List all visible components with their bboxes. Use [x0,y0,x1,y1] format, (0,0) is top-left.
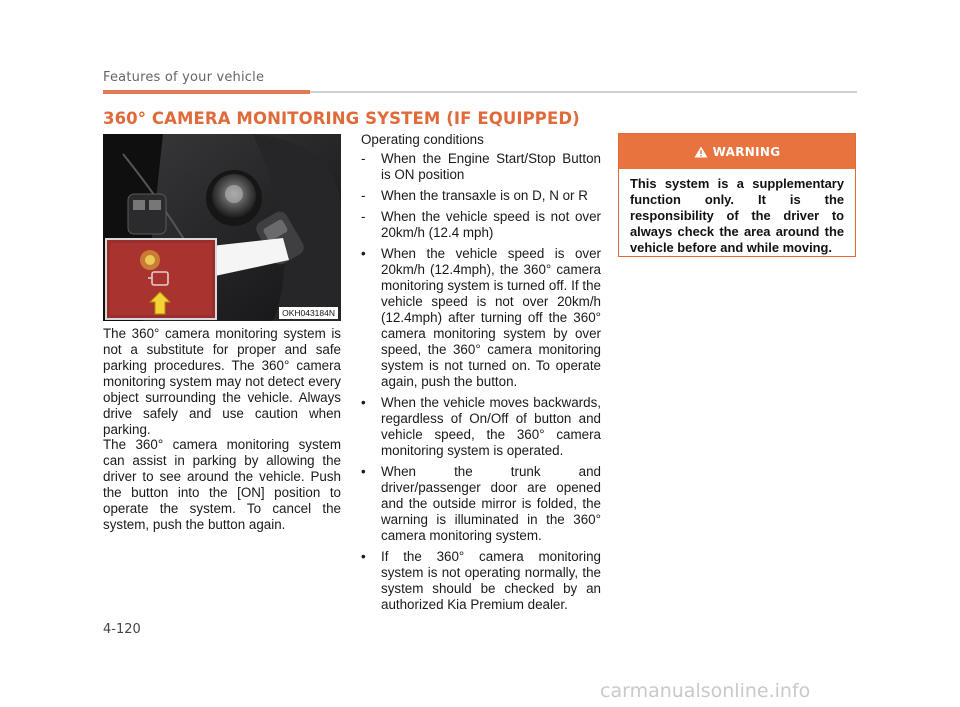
warning-text: This system is a supplementary function only. It is the responsibility of the driver to always check the area around the vehicle before and while moving. [630,176,844,255]
operating-conditions-heading: Operating conditions [361,132,484,147]
note-item [361,549,601,613]
note-text: If the 360° camera monitoring system is not operating normally, the system should be checked by an authorized Kia Premium dealer. [381,549,601,612]
note-text: When the vehicle speed is over 20km/h (12.4mph), the 360° camera monitoring system is turned off. If the vehicle speed is not over 20km/h (12.4mph) after turning off the 360° camera monitoring system by over speed, the 360° camera monitoring system is not turned on. To operate again, push the button. [381,246,601,389]
condition-text: When the Engine Start/Stop Button is ON position [381,151,601,182]
note-item [361,246,601,390]
left-paragraph-1: The 360° camera monitoring system is not a substitute for proper and safe parking procedures. The 360° camera monitoring system may not detect every object surrounding the vehicle. Always drive safely and use caution when parking. [103,326,341,437]
note-item [361,464,601,544]
warning-header [619,134,855,169]
bullet: • [361,549,366,564]
page-number: 4-120 [103,622,141,637]
condition-dash: - [361,209,366,224]
left-paragraph-2: The 360° camera monitoring system can assist in parking by allowing the driver to see around the vehicle. Push the button into the [ON] position to operate the system. To cancel the system, push the button again. [103,437,341,532]
operating-conditions [361,132,601,618]
page-title: 360° CAMERA MONITORING SYSTEM (IF EQUIPPED) [103,109,580,128]
section-header: Features of your vehicle [103,70,265,85]
note-item [361,395,601,459]
note-text: When the trunk and driver/passenger door are opened and the outside mirror is folded, the warning is illuminated in the 360° camera monitoring system. [381,464,601,543]
condition-text: When the vehicle speed is not over 20km/h (12.4 mph) [381,209,601,240]
watermark: carmanualsonline.info [600,680,811,702]
header-accent-bar [103,90,310,94]
warning-box [618,133,856,257]
condition-dash: - [361,188,366,203]
condition-item [361,209,601,241]
condition-item [361,151,601,183]
note-text: When the vehicle moves backwards, regardless of On/Off of button and vehicle speed, the 360° camera monitoring system is operated. [381,395,601,458]
console-illustration [103,134,341,321]
condition-item [361,188,601,204]
console-figure [103,134,341,321]
header-rule [310,91,857,93]
condition-text: When the transaxle is on D, N or R [381,188,588,203]
bullet: • [361,395,366,410]
figure-code: OKH043184N [279,307,338,319]
bullet: • [361,464,366,479]
condition-dash: - [361,151,366,166]
bullet: • [361,246,366,261]
warning-triangle-icon [694,146,708,158]
warning-label: WARNING [712,144,781,159]
